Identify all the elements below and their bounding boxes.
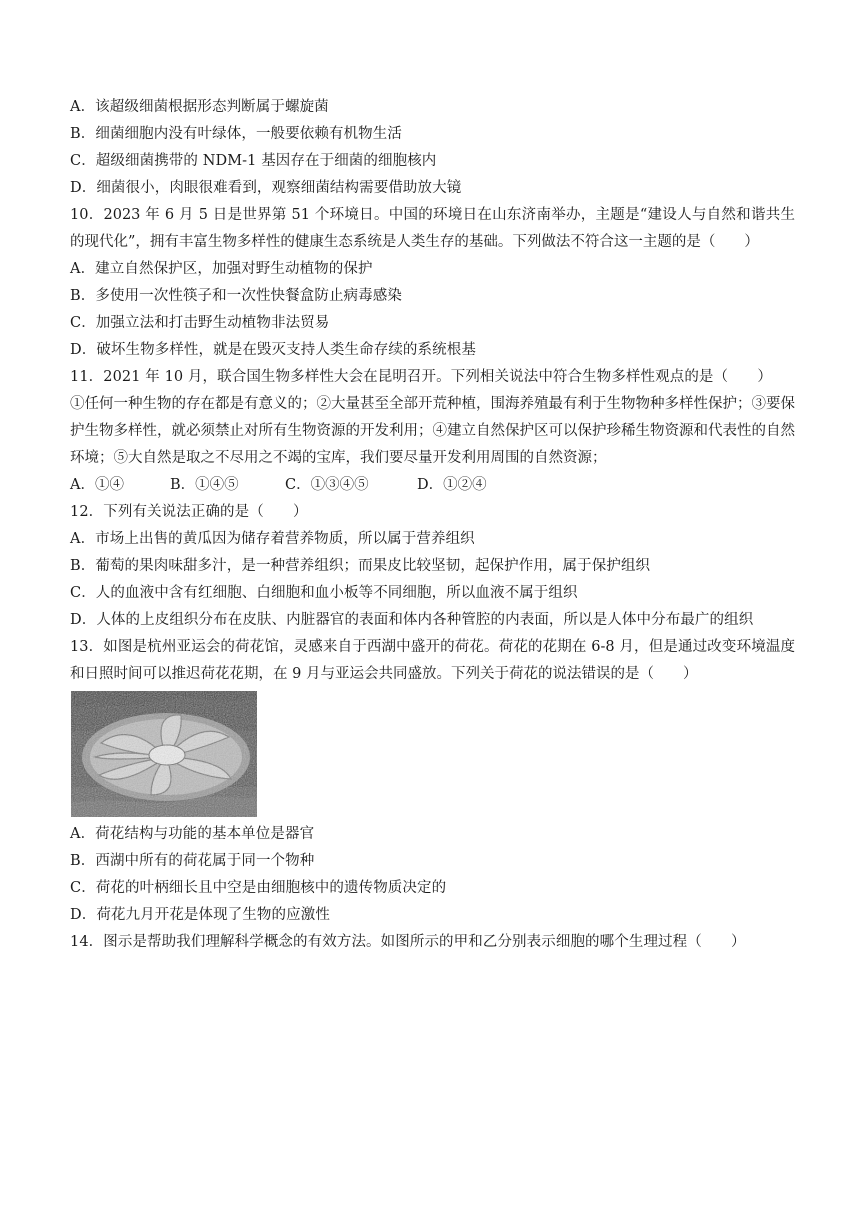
- q11-option-b: B．①④⑤: [170, 477, 239, 493]
- q11-option-a: A．①④: [70, 477, 124, 493]
- q12-option-c: C．人的血液中含有红细胞、白细胞和血小板等不同细胞，所以血液不属于组织: [70, 585, 578, 601]
- exam-page: [70, 94, 795, 956]
- q11-option-c: C．①③④⑤: [285, 477, 369, 493]
- q13-option-b: B．西湖中所有的荷花属于同一个物种: [70, 853, 315, 869]
- q13-option-c: C．荷花的叶柄细长且中空是由细胞核中的遗传物质决定的: [70, 880, 447, 896]
- q13-option-a: A．荷花结构与功能的基本单位是器官: [70, 826, 315, 842]
- q9-option-b: B．细菌细胞内没有叶绿体，一般要依赖有机物生活: [70, 126, 402, 142]
- q10-option-a: A．建立自然保护区，加强对野生动植物的保护: [70, 261, 373, 277]
- question-14: [70, 929, 795, 956]
- question-10: [70, 202, 795, 364]
- q12-stem: 12．下列有关说法正确的是（ ）: [70, 504, 308, 520]
- q10-option-c: C．加强立法和打击野生动植物非法贸易: [70, 315, 330, 331]
- question-12: [70, 499, 795, 634]
- q10-option-b: B．多使用一次性筷子和一次性快餐盒防止病毒感染: [70, 288, 402, 304]
- q9-options: [70, 94, 795, 202]
- q12-option-d: D．人体的上皮组织分布在皮肤、内脏器官的表面和体内各种管腔的内表面，所以是人体中分布最广的组织: [70, 612, 754, 628]
- q11-stem: 11．2021 年 10 月，联合国生物多样性大会在昆明召开。下列相关说法中符合生物多样性观点的是（ ）: [70, 369, 772, 385]
- q13-stem: 13．如图是杭州亚运会的荷花馆，灵感来自于西湖中盛开的荷花。荷花的花期在 6-8 月，但是通过改变环境温度和日照时间可以推迟荷花花期，在 9 月与亚运会共同盛放。下列关于荷花的说法错误的是（ ）: [70, 639, 795, 682]
- q11-option-d: D．①②④: [417, 477, 487, 493]
- q10-option-d: D．破坏生物多样性，就是在毁灭支持人类生命存续的系统根基: [70, 342, 476, 358]
- q10-stem: 10．2023 年 6 月 5 日是世界第 51 个环境日。中国的环境日在山东济南举办，主题是“建设人与自然和谐共生的现代化”，拥有丰富生物多样性的健康生态系统是人类生存的基础。下列做法不符合这一主题的是（ ）: [70, 207, 795, 250]
- q13-option-d: D．荷花九月开花是体现了生物的应激性: [70, 907, 330, 923]
- q12-option-a: A．市场上出售的黄瓜因为储存着营养物质，所以属于营养组织: [70, 531, 475, 547]
- q9-option-d: D．细菌很小，肉眼很难看到，观察细菌结构需要借助放大镜: [70, 180, 462, 196]
- q9-option-a: A．该超级细菌根据形态判断属于螺旋菌: [70, 99, 329, 115]
- q12-option-b: B．葡萄的果肉味甜多汁，是一种营养组织；而果皮比较坚韧，起保护作用，属于保护组织: [70, 558, 651, 574]
- q9-option-c: C．超级细菌携带的 NDM-1 基因存在于细菌的细胞核内: [70, 153, 437, 169]
- q11-options: [70, 472, 795, 499]
- q11-statements: ①任何一种生物的存在都是有意义的；②大量甚至全部开荒种植，围海养殖最有利于生物物种多样性保护；③要保护生物多样性，就必须禁止对所有生物资源的开发利用；④建立自然保护区可以保护珍稀生物资源和代表性的自然环境；⑤大自然是取之不尽用之不竭的宝库，我们要尽量开发利用周围的自然资源；: [70, 396, 795, 466]
- q14-stem: 14．图示是帮助我们理解科学概念的有效方法。如图所示的甲和乙分别表示细胞的哪个生理过程（ ）: [70, 934, 746, 950]
- question-13: [70, 634, 795, 929]
- lotus-pavilion-photo: [71, 691, 257, 817]
- question-11: [70, 364, 795, 499]
